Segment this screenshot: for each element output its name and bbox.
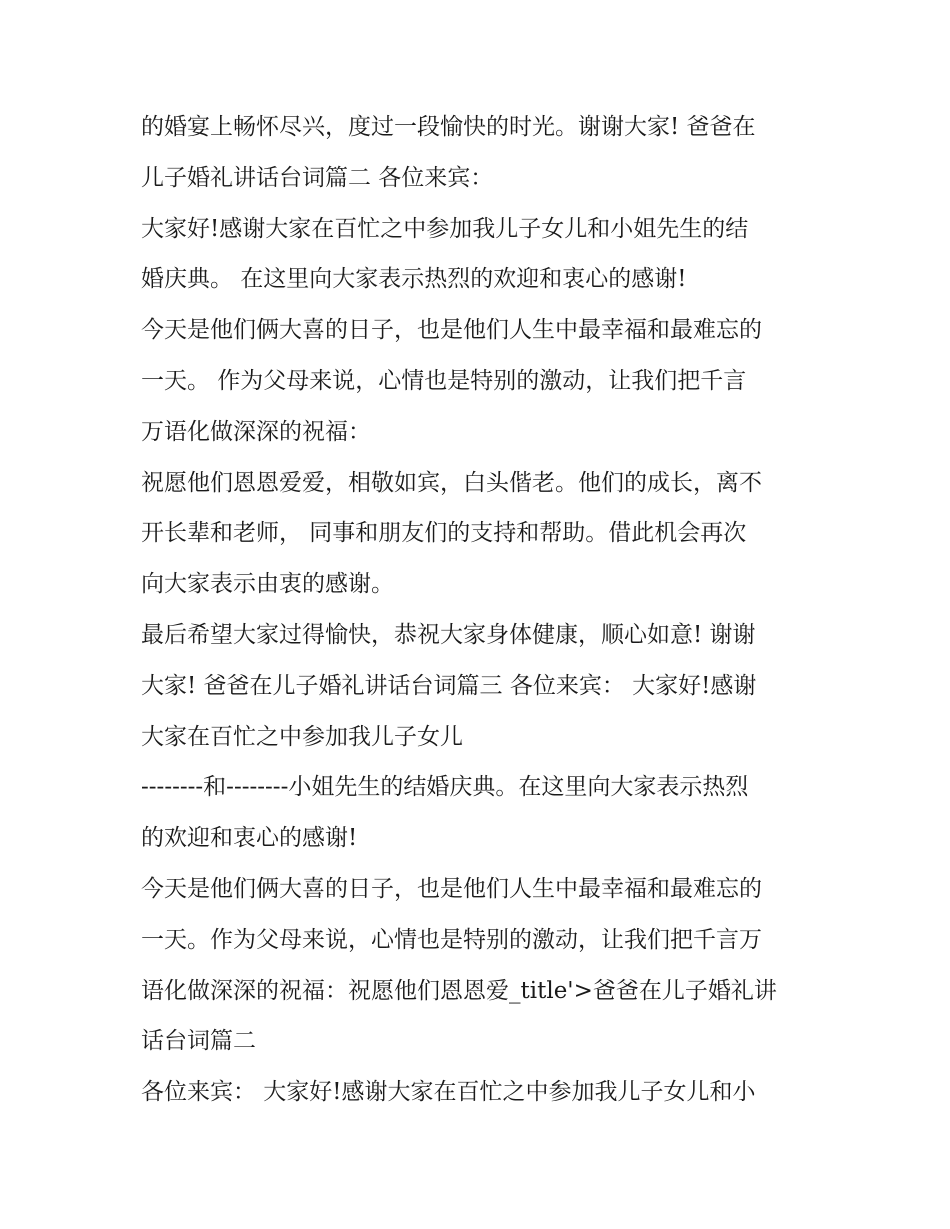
document-body — [141, 102, 821, 1118]
text-line: --------和--------小姐先生的结婚庆典。在这里向大家表示热烈 — [141, 774, 749, 801]
text-line: 大家好!感谢大家在百忙之中参加我儿子女儿和小姐先生的结 — [141, 215, 749, 242]
text-line: 最后希望大家过得愉快，恭祝大家身体健康，顺心如意! 谢谢 — [141, 621, 756, 648]
text-line: 祝愿他们恩恩爱爱，相敬如宾，白头偕老。他们的成长，离不 — [141, 469, 762, 496]
text-line: 各位来宾： 大家好!感谢大家在百忙之中参加我儿子女儿和小 — [141, 1079, 756, 1106]
text-line: 婚庆典。 在这里向大家表示热烈的欢迎和衷心的感谢! — [141, 266, 687, 293]
text-line: 话台词篇二 — [141, 1028, 256, 1055]
text-line: 一天。 作为父母来说，心情也是特别的激动，让我们把千言 — [141, 367, 747, 394]
text-line: 万语化做深深的祝福： — [141, 418, 371, 445]
text-line: 今天是他们俩大喜的日子，也是他们人生中最幸福和最难忘的 — [141, 875, 762, 902]
text-line: 的婚宴上畅怀尽兴，度过一段愉快的时光。谢谢大家! 爸爸在 — [141, 114, 756, 140]
text-line: 的欢迎和衷心的感谢! — [141, 825, 358, 852]
text-line: 一天。作为父母来说，心情也是特别的激动，让我们把千言万 — [141, 926, 762, 953]
text-line: 语化做深深的祝福：祝愿他们恩恩爱_title'>爸爸在儿子婚礼讲 — [141, 977, 777, 1004]
text-line: 开长辈和老师， 同事和朋友们的支持和帮助。借此机会再次 — [141, 520, 747, 547]
text-line: 儿子婚礼讲话台词篇二 各位来宾： — [141, 164, 494, 191]
text-line: 今天是他们俩大喜的日子，也是他们人生中最幸福和最难忘的 — [141, 317, 762, 344]
text-line: 大家在百忙之中参加我儿子女儿 — [141, 723, 463, 750]
text-line: 大家! 爸爸在儿子婚礼讲话台词篇三 各位来宾： 大家好!感谢 — [141, 672, 757, 699]
text-line: 向大家表示由衷的感谢。 — [141, 571, 394, 598]
